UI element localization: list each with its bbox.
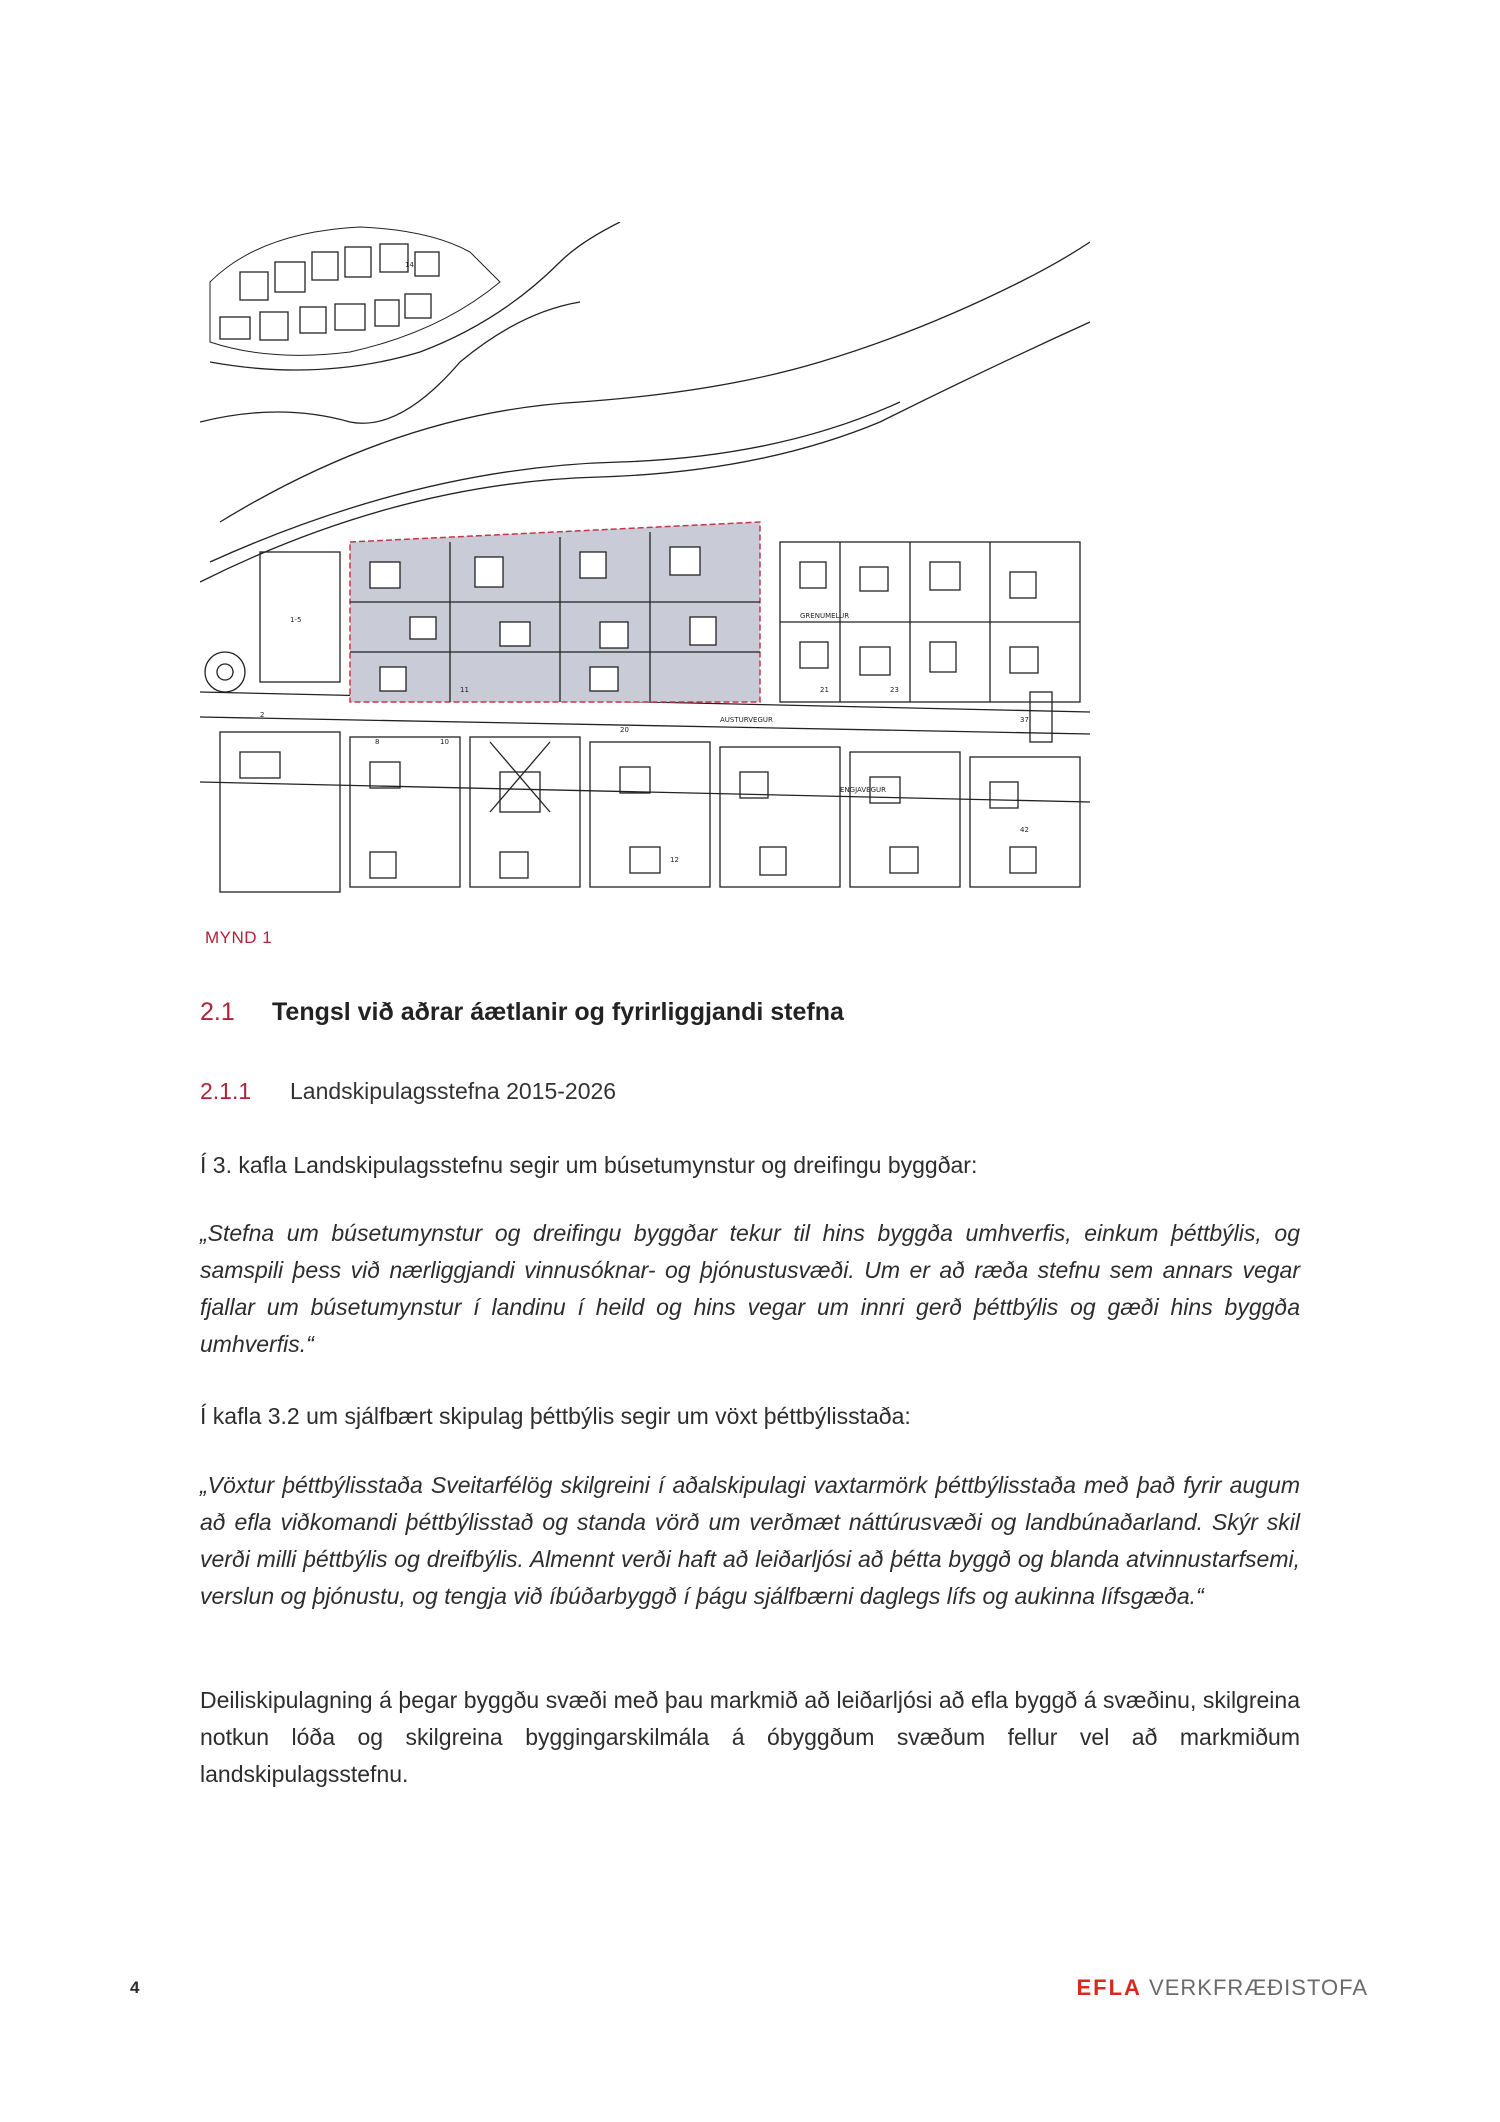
map-label: GRENUMELUR [800,612,850,620]
subsection-title: Landskipulagsstefna 2015-2026 [290,1078,617,1104]
figure-caption: MYND 1 [205,928,273,947]
paragraph: Í 3. kafla Landskipulagsstefnu segir um búsetumynstur og dreifingu byggðar: [200,1152,978,1178]
paragraph: Í kafla 3.2 um sjálfbært skipulag þéttbýlis segir um vöxt þéttbýlisstaða: [200,1403,911,1429]
map-label: 8 [375,738,380,746]
logo-brand: EFLA [1076,1975,1142,2000]
map-label: 11 [460,686,469,694]
map-label: 1-5 [290,616,302,624]
map-label: 23 [890,686,899,694]
map-label: AUSTURVEGUR [720,716,773,724]
section-heading [200,998,844,1027]
logo-text: VERKFRÆÐISTOFA [1149,1975,1368,2000]
map-label: 37 [1020,716,1029,724]
quote: „Stefna um búsetumynstur og dreifingu byggðar tekur til hins byggða umhverfis, einkum þéttbýlis, og samspili þess við nærliggjandi vinnusóknar- og þjónustusvæði. Um er að ræða stefnu sem annars vegar fjallar um búsetumynstur í landinu í heild og hins vegar um innri gerð þéttbýlis og gæði hins byggða umhverfis.“ [200,1220,1300,1357]
subsection-heading [200,1078,616,1105]
subsection-number: 2.1.1 [200,1078,252,1104]
map-label: 12 [670,856,679,864]
map-label: 2 [260,711,265,719]
section-title: Tengsl við aðrar áætlanir og fyrirliggjandi stefna [272,998,844,1026]
map-label: 42 [1020,826,1029,834]
quote: „Vöxtur þéttbýlisstaða Sveitarfélög skilgreini í aðalskipulagi vaxtarmörk þéttbýlisstaða með það fyrir augum að efla viðkomandi þéttbýlisstað og standa vörð um verðmæt náttúrusvæði og landbúnaðarland. Skýr skil verði milli þéttbýlis og dreifbýlis. Almennt verði haft að leiðarljósi að þétta byggð og blanda atvinnustarfsemi, verslun og þjónustu, og tengja við íbúðarbyggð í þágu sjálfbærni daglegs lífs og aukinna lífsgæða.“ [200,1472,1300,1609]
map-label: ENGJAVEGUR [840,786,886,794]
map-label: 20 [620,726,629,734]
page-number: 4 [130,1978,140,1997]
section-number: 2.1 [200,998,235,1026]
map-label: 10 [440,738,449,746]
map-label: 14 [405,261,414,269]
site-plan-map [200,222,1090,894]
paragraph: Deiliskipulagning á þegar byggðu svæði með þau markmið að leiðarljósi að efla byggð á svæðinu, skilgreina notkun lóða og skilgreina byggingarskilmála á óbyggðum svæðum fellur vel að markmiðum landskipulagsstefnu. [200,1687,1300,1787]
map-label: 21 [820,686,829,694]
company-logo [1076,1975,1368,2001]
